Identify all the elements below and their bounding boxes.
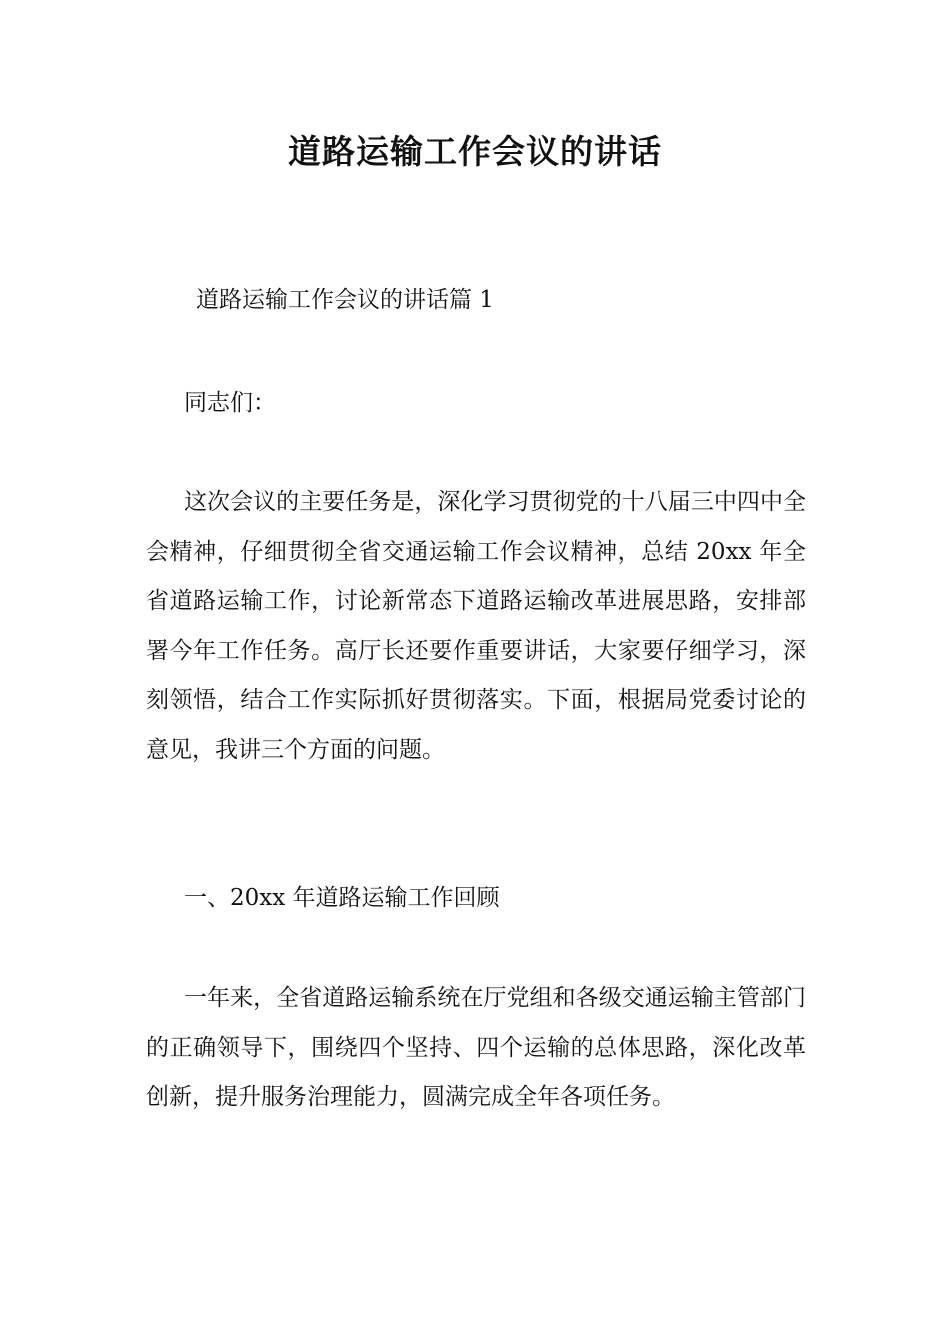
document-subtitle: 道路运输工作会议的讲话篇 1	[196, 287, 494, 313]
paragraph-review: 一年来，全省道路运输系统在厅党组和各级交通运输主管部门的正确领导下，围绕四个坚持、四个运输的总体思路，深化改革创新，提升服务治理能力，圆满完成全年各项任务。	[146, 985, 806, 1110]
greeting-text: 同志们：	[184, 390, 276, 416]
paragraph-intro: 这次会议的主要任务是，深化学习贯彻党的十八届三中四中全会精神，仔细贯彻全省交通运输工作会议精神，总结 20xx 年全省道路运输工作，讨论新常态下道路运输改革进展思路，安排部署今年工作任务。高厅长还要作重要讲话，大家要仔细学习，深刻领悟，结合工作实际抓好贯彻落实。下面，根据局党委讨论的意见，我讲三个方面的问题。	[146, 489, 806, 763]
document-title: 道路运输工作会议的讲话	[288, 132, 662, 171]
section-heading: 一、20xx 年道路运输工作回顾	[184, 885, 500, 911]
